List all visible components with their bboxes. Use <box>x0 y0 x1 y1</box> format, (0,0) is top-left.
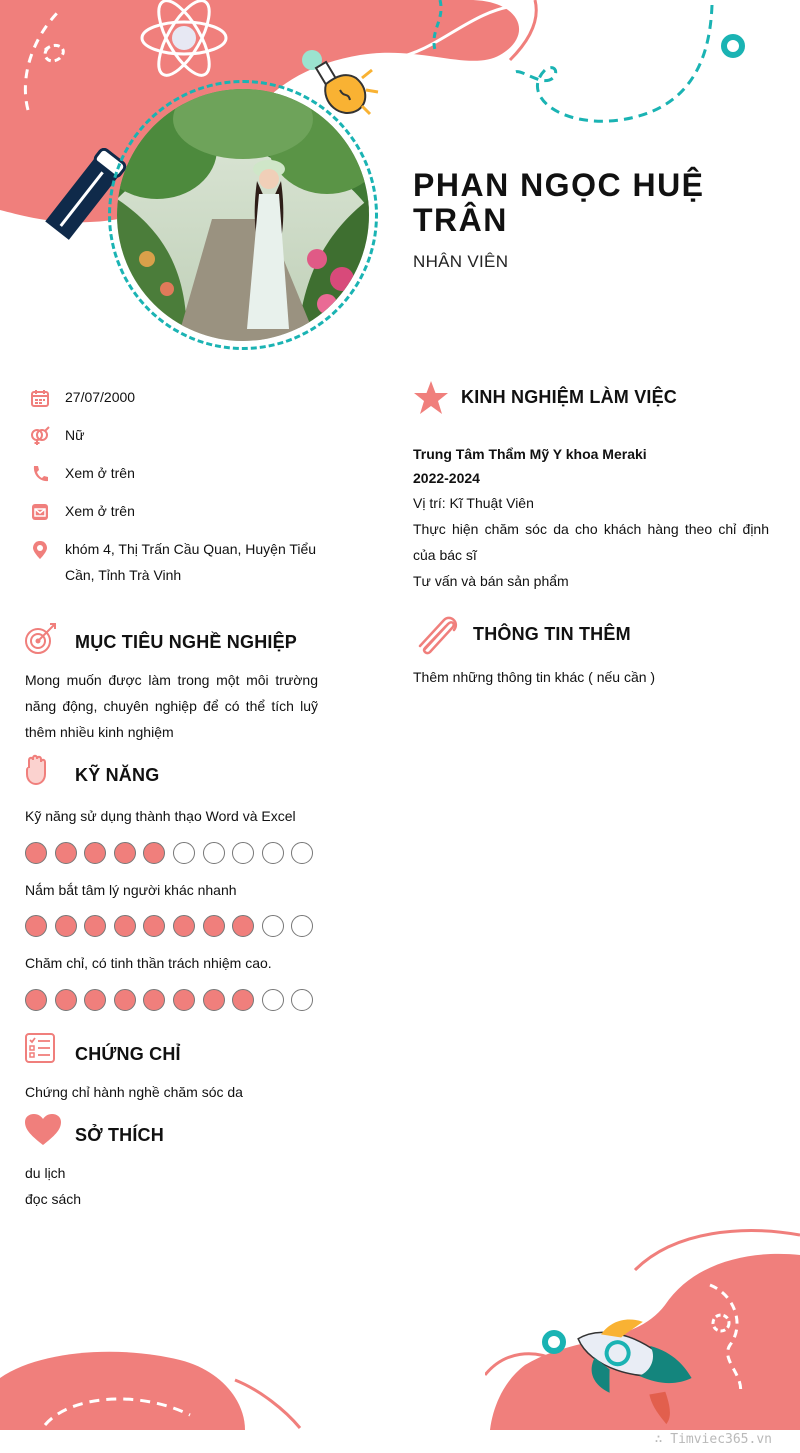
star-icon <box>413 380 449 416</box>
certificates-title: CHỨNG CHỈ <box>75 1044 181 1064</box>
skill-label: Chăm chỉ, có tinh thần trách nhiệm cao. <box>25 955 272 971</box>
hobbies-title: SỞ THÍCH <box>75 1125 164 1145</box>
rating-dot-filled <box>232 989 254 1011</box>
rating-dot-filled <box>143 842 165 864</box>
candidate-position: NHÂN VIÊN <box>413 252 509 271</box>
footer-decoration-right <box>485 1225 800 1430</box>
contact-address <box>30 536 330 588</box>
skill-label: Nắm bắt tâm lý người khác nhanh <box>25 882 237 898</box>
paperclip-icon <box>414 612 460 658</box>
watermark: ∴ Timviec365.vn <box>654 1432 772 1447</box>
contact-birthday <box>30 384 330 410</box>
rating-dot-empty <box>173 842 195 864</box>
rating-dot-empty <box>291 842 313 864</box>
skills-title: KỸ NĂNG <box>75 765 160 785</box>
rating-dot-empty <box>262 989 284 1011</box>
gender-value: Nữ <box>65 427 85 443</box>
rating-dot-filled <box>232 915 254 937</box>
location-pin-icon <box>30 540 50 560</box>
experience-period: 2022-2024 <box>413 470 480 486</box>
experience-duty: Thực hiện chăm sóc da cho khách hàng theo chỉ định của bác sĩ <box>413 521 769 563</box>
contact-gender <box>30 422 330 448</box>
rating-dot-filled <box>114 842 136 864</box>
skill-rating <box>25 989 325 1013</box>
phone-icon <box>30 464 50 484</box>
rating-dot-filled <box>173 989 195 1011</box>
checklist-icon <box>24 1032 56 1064</box>
rating-dot-filled <box>55 915 77 937</box>
experience-role: Vị trí: Kĩ Thuật Viên <box>413 495 534 511</box>
rating-dot-filled <box>84 989 106 1011</box>
objective-title: MỤC TIÊU NGHỀ NGHIỆP <box>75 632 298 652</box>
footer-decoration-left <box>0 1340 310 1430</box>
rating-dot-empty <box>262 915 284 937</box>
profile-photo <box>117 89 369 341</box>
certificate-item: Chứng chỉ hành nghề chăm sóc da <box>25 1084 243 1100</box>
rating-dot-filled <box>143 989 165 1011</box>
email-value: Xem ở trên <box>65 503 135 519</box>
experience-duty: Tư vấn và bán sản phẩm <box>413 573 569 589</box>
calendar-icon <box>30 388 50 408</box>
contact-phone <box>30 460 330 486</box>
candidate-name: PHAN NGỌC HUỆ TRÂN <box>413 167 705 238</box>
hobby-item: du lịch <box>25 1165 66 1181</box>
rating-dot-filled <box>25 989 47 1011</box>
skill-label: Kỹ năng sử dụng thành thạo Word và Excel <box>25 808 296 824</box>
birthday-value: 27/07/2000 <box>65 389 136 405</box>
email-icon <box>30 502 50 522</box>
rating-dot-empty <box>291 915 313 937</box>
rating-dot-empty <box>262 842 284 864</box>
objective-text: Mong muốn được làm trong một môi trường năng động, chuyên nghiệp để có thể tích luỹ thêm nhiều kinh nghiệm <box>25 672 318 740</box>
skill-rating <box>25 915 325 939</box>
rating-dot-filled <box>173 915 195 937</box>
rating-dot-filled <box>114 915 136 937</box>
additional-text: Thêm những thông tin khác ( nếu cần ) <box>413 669 656 685</box>
rating-dot-empty <box>203 842 225 864</box>
rating-dot-filled <box>114 989 136 1011</box>
rating-dot-filled <box>84 915 106 937</box>
contact-email <box>30 498 330 524</box>
hand-icon <box>24 754 50 786</box>
phone-value: Xem ở trên <box>65 465 135 481</box>
skill-rating <box>25 842 325 866</box>
rating-dot-filled <box>84 842 106 864</box>
target-icon <box>24 622 58 656</box>
rating-dot-empty <box>291 989 313 1011</box>
rating-dot-filled <box>143 915 165 937</box>
rating-dot-filled <box>55 989 77 1011</box>
rating-dot-filled <box>25 915 47 937</box>
address-value: khóm 4, Thị Trấn Cầu Quan, Huyện Tiểu Cần, Tỉnh Trà Vinh <box>65 541 317 583</box>
rating-dot-filled <box>203 915 225 937</box>
rating-dot-filled <box>25 842 47 864</box>
hobby-item: đọc sách <box>25 1191 82 1207</box>
rating-dot-filled <box>203 989 225 1011</box>
rating-dot-empty <box>232 842 254 864</box>
additional-title: THÔNG TIN THÊM <box>473 624 631 644</box>
heart-icon <box>24 1113 62 1147</box>
gender-icon <box>30 426 50 446</box>
rating-dot-filled <box>55 842 77 864</box>
experience-company: Trung Tâm Thẩm Mỹ Y khoa Meraki <box>413 446 647 462</box>
experience-title: KINH NGHIỆM LÀM VIỆC <box>461 387 678 407</box>
